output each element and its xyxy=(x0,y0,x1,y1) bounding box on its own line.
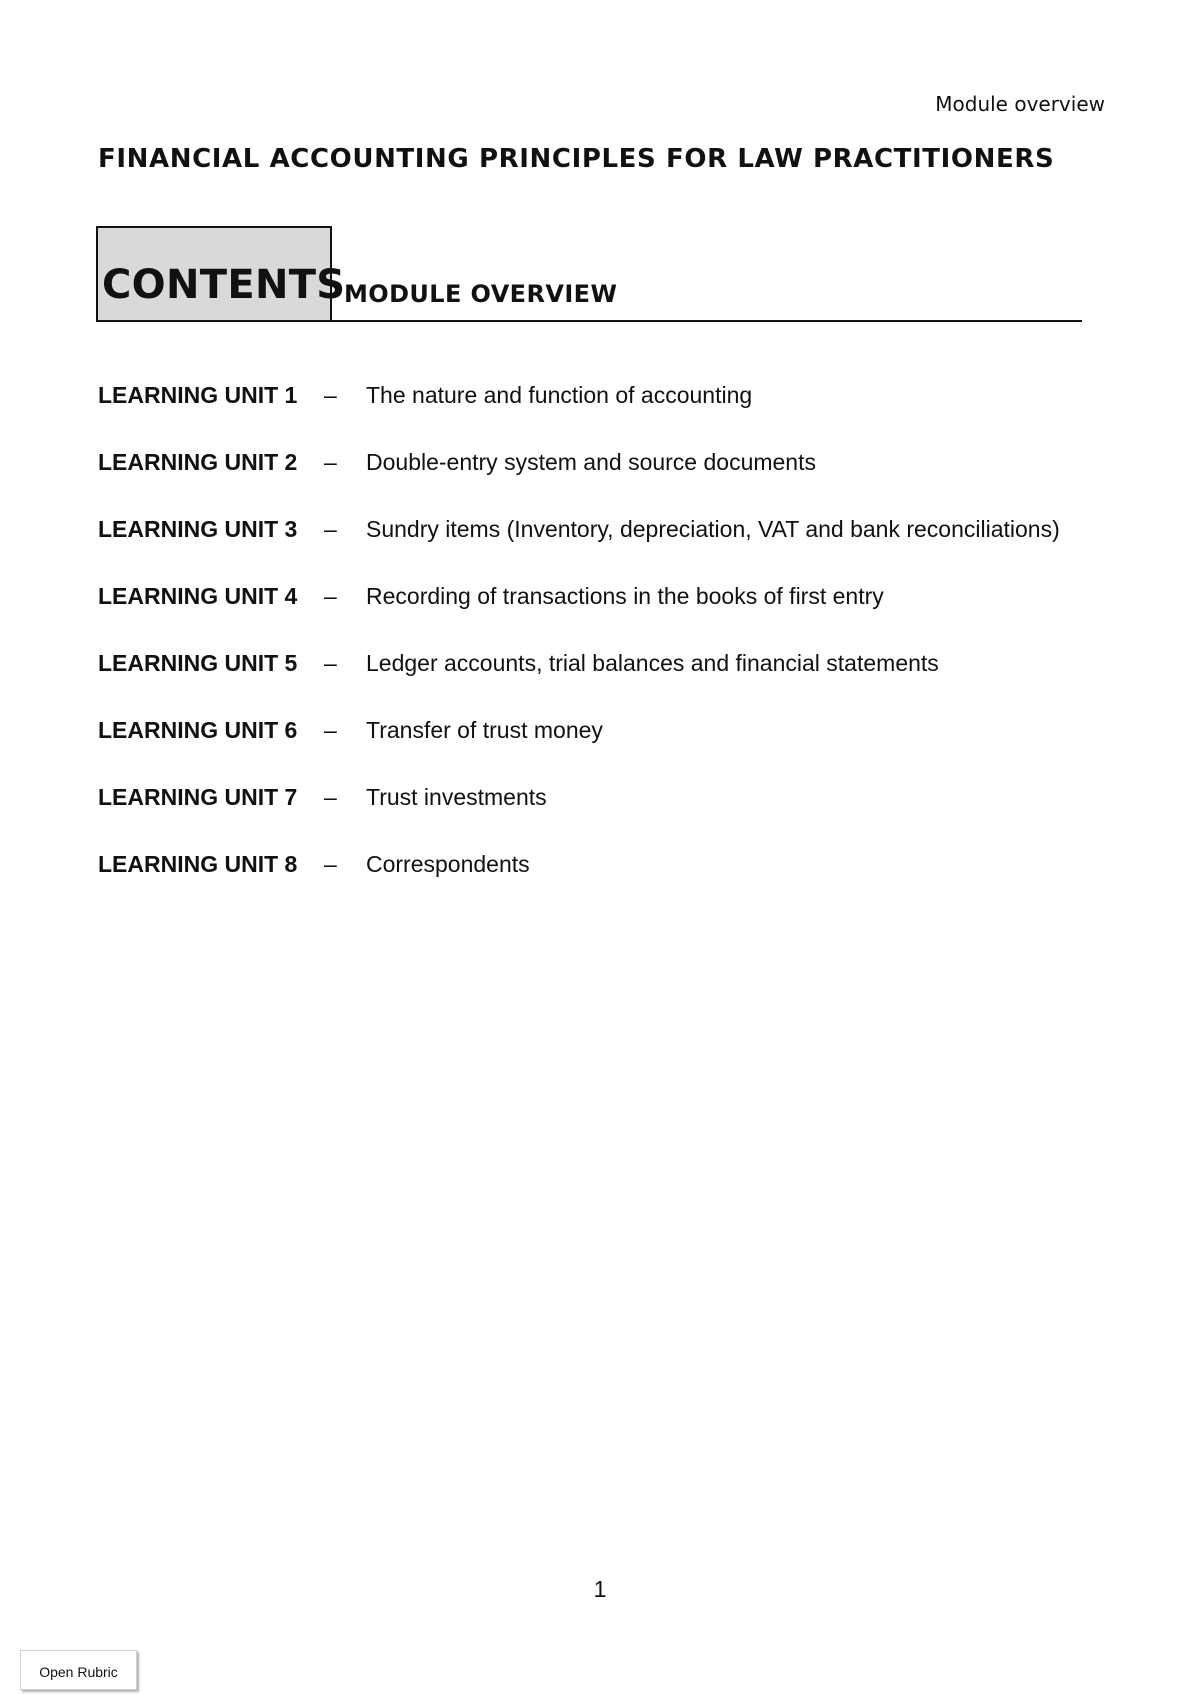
running-header: Module overview xyxy=(935,92,1105,116)
unit-description: Correspondents xyxy=(366,851,530,877)
document-title: FINANCIAL ACCOUNTING PRINCIPLES FOR LAW PRACTITIONERS xyxy=(98,144,1055,174)
unit-dash: – xyxy=(324,717,337,743)
unit-label: LEARNING UNIT 4 xyxy=(98,583,298,609)
unit-dash: – xyxy=(324,784,337,810)
list-item xyxy=(98,851,1060,918)
unit-label: LEARNING UNIT 6 xyxy=(98,717,298,743)
unit-dash: – xyxy=(324,516,337,542)
unit-dash: – xyxy=(324,382,337,408)
unit-label: LEARNING UNIT 1 xyxy=(98,382,298,408)
list-item xyxy=(98,784,1060,851)
section-title: MODULE OVERVIEW xyxy=(344,280,618,308)
unit-description: Sundry items (Inventory, depreciation, VAT and bank reconciliations) xyxy=(366,516,1060,542)
unit-label: LEARNING UNIT 8 xyxy=(98,851,298,877)
unit-dash: – xyxy=(324,583,337,609)
list-item xyxy=(98,650,1060,717)
contents-box xyxy=(96,226,346,322)
section-divider xyxy=(332,320,1082,322)
unit-dash: – xyxy=(324,449,337,475)
learning-unit-list xyxy=(98,382,1060,918)
unit-description: The nature and function of accounting xyxy=(366,382,753,408)
unit-description: Double-entry system and source documents xyxy=(366,449,816,475)
page-number: 1 xyxy=(593,1576,607,1602)
unit-label: LEARNING UNIT 2 xyxy=(98,449,298,475)
open-rubric-button[interactable]: Open Rubric xyxy=(20,1650,137,1690)
unit-description: Transfer of trust money xyxy=(366,717,603,743)
unit-dash: – xyxy=(324,650,337,676)
unit-dash: – xyxy=(324,851,337,877)
list-item xyxy=(98,583,1060,650)
unit-description: Trust investments xyxy=(366,784,547,810)
unit-label: LEARNING UNIT 7 xyxy=(98,784,298,810)
unit-description: Ledger accounts, trial balances and financial statements xyxy=(366,650,939,676)
contents-label: CONTENTS xyxy=(102,262,346,308)
list-item xyxy=(98,449,1060,516)
unit-label: LEARNING UNIT 3 xyxy=(98,516,298,542)
unit-label: LEARNING UNIT 5 xyxy=(98,650,298,676)
list-item xyxy=(98,717,1060,784)
list-item xyxy=(98,382,1060,449)
unit-description: Recording of transactions in the books of first entry xyxy=(366,583,884,609)
list-item xyxy=(98,516,1060,583)
